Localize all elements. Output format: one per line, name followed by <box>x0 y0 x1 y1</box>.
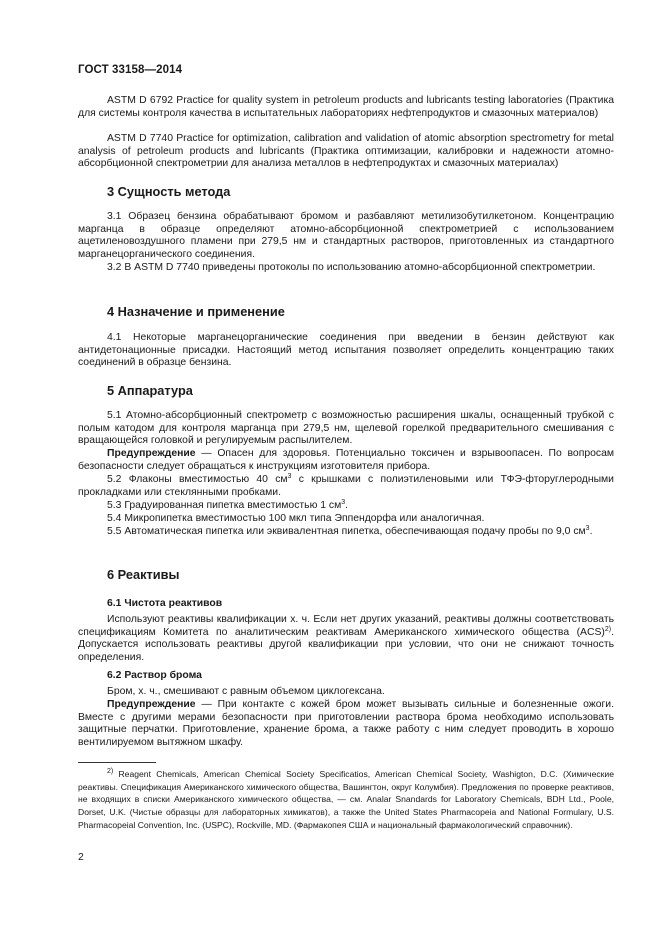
para-5-2 <box>78 474 614 499</box>
footnote-text: Reagent Chemicals, American Chemical Society Specificatios, American Chemical Society, Washigton, D.C. (Химические реактивы. Спецификация Американского химического общества, Вашингтон, округ Колумбия). Предложения по проверке реактивов, не входящих в списки Американского химического общества, — см. Analar Snandards for Laboratory Chemicals, BDH Ltd., Poole, Dorset, U.K. (Чистые образцы для лабораторных химикатов), а также the United States Pharmacopeia and National Formulary, U.S. Pharmacopeial Convention, Inc. (USPC), Rockville, MD. (Фармакопея США и национальный фармакологический справочник). <box>78 769 614 830</box>
para-5-4: 5.4 Микропипетка вместимостью 100 мкл типа Эппендорфа или аналогичная. <box>107 513 485 524</box>
section-3-title: 3 Сущность метода <box>107 184 231 199</box>
unit-exponent: 3 <box>287 473 292 480</box>
para-5-5-text-end: . <box>589 526 593 537</box>
para-4-1: 4.1 Некоторые марганецорганические соединения при введении в бензин действуют как антидетонационные присадки. Настоящий метод испытания позволяет определить концентрацию таких соединений в образце бензина. <box>78 332 614 369</box>
para-5-3-text-end: . <box>345 500 349 511</box>
section-4-title: 4 Назначение и применение <box>107 304 285 319</box>
para-5-3-text: 5.3 Градуированная пипетка вместимостью 1 см <box>107 500 342 511</box>
para-5-1: 5.1 Атомно-абсорбционный спектрометр с возможностью расширения шкалы, оснащенный трубкой с полым катодом для контроля марганца при 279,5 нм, щелевой горелкой предварительного смешивания с вращающейся головкой и регулируемым распылителем. <box>78 410 614 447</box>
footnote-divider <box>78 762 156 763</box>
ref-astm-d6792: ASTM D 6792 Practice for quality system in petroleum products and lubricants testing laboratories (Практика для системы контроля качества в испытательных лабораториях нефтепродуктов и смазочных материалов) <box>78 95 614 119</box>
footnote-mark: 2) <box>107 768 114 775</box>
para-5-warning <box>78 448 614 473</box>
para-5-5-text: 5.5 Автоматическая пипетка или эквивалентная пипетка, обеспечивающая подачу пробы по 9,0 см <box>107 526 586 537</box>
warning-label: Предупреждение <box>107 448 196 459</box>
para-6-1-text-end: . Допускается использовать реактивы другой квалификации при условии, что они не снижают точность определения. <box>78 626 614 664</box>
footnote-ref: 2) <box>604 625 612 633</box>
section-5-title: 5 Аппаратура <box>107 383 193 398</box>
warning-label: Предупреждение <box>107 699 196 710</box>
standard-header: ГОСТ 33158—2014 <box>78 64 183 76</box>
footnote <box>78 768 614 832</box>
para-3-1: 3.1 Образец бензина обрабатывают бромом и разбавляют метилизобутилкетоном. Концентрацию марганца в образце определяют атомно-абсорбционной спектрометрией с использованием ацетиленовоздушного пламени при 279,5 нм и стандартных растворов, приготовленных из стандартного марганецорганического соединения. <box>78 211 614 261</box>
para-5-5 <box>78 526 614 539</box>
subsection-6-2-title: 6.2 Раствор брома <box>107 670 202 681</box>
page-number: 2 <box>78 852 84 863</box>
para-5-3 <box>78 500 614 513</box>
warning-text: — При контакте с кожей бром может вызывать сильные и болезненные ожоги. Вместе с другими мерами безопасности при приготовлении раствора брома необходимо использовать защитные перчатки. Приготовление, хранение брома, а также работу с ним следует проводить в хорошо вентилируемом вытяжном шкафу. <box>78 699 614 749</box>
unit-exponent: 3 <box>585 525 590 532</box>
ref-astm-d7740: ASTM D 7740 Practice for optimization, calibration and validation of atomic absorption spectrometry for metal analysis of petroleum products and lubricants (Практика оптимизации, калибровки и надежности атомно-абсорбционной спектрометрии для анализа металлов в нефтепродуктах и смазочных материалах) <box>78 133 614 170</box>
para-3-2: 3.2 В ASTM D 7740 приведены протоколы по использованию атомно-абсорбционной спектрометрии. <box>107 262 596 273</box>
para-6-1 <box>78 614 614 665</box>
para-5-2-text: 5.2 Флаконы вместимостью 40 см <box>107 474 288 485</box>
para-5-2-text-end: с крышками с полиэтиленовыми или ТФЭ-фторуглеродными прокладками или стеклянными пробками. <box>78 474 614 498</box>
subsection-6-1-title: 6.1 Чистота реактивов <box>107 598 223 609</box>
unit-exponent: 3 <box>341 499 346 506</box>
para-6-2-warning <box>78 699 614 750</box>
para-6-1-text: Используют реактивы квалификации х. ч. Если нет других указаний, реактивы должны соответствовать спецификациям Комитета по аналитическим реактивам Американского химического общества (ACS) <box>78 614 614 638</box>
warning-text: — Опасен для здоровья. Потенциально токсичен и взрывоопасен. По вопросам безопасности следует обращаться к инструкциям изготовителя прибора. <box>78 448 614 472</box>
para-6-2: Бром, х. ч., смешивают с равным объемом циклогексана. <box>107 686 385 697</box>
section-6-title: 6 Реактивы <box>107 567 180 582</box>
